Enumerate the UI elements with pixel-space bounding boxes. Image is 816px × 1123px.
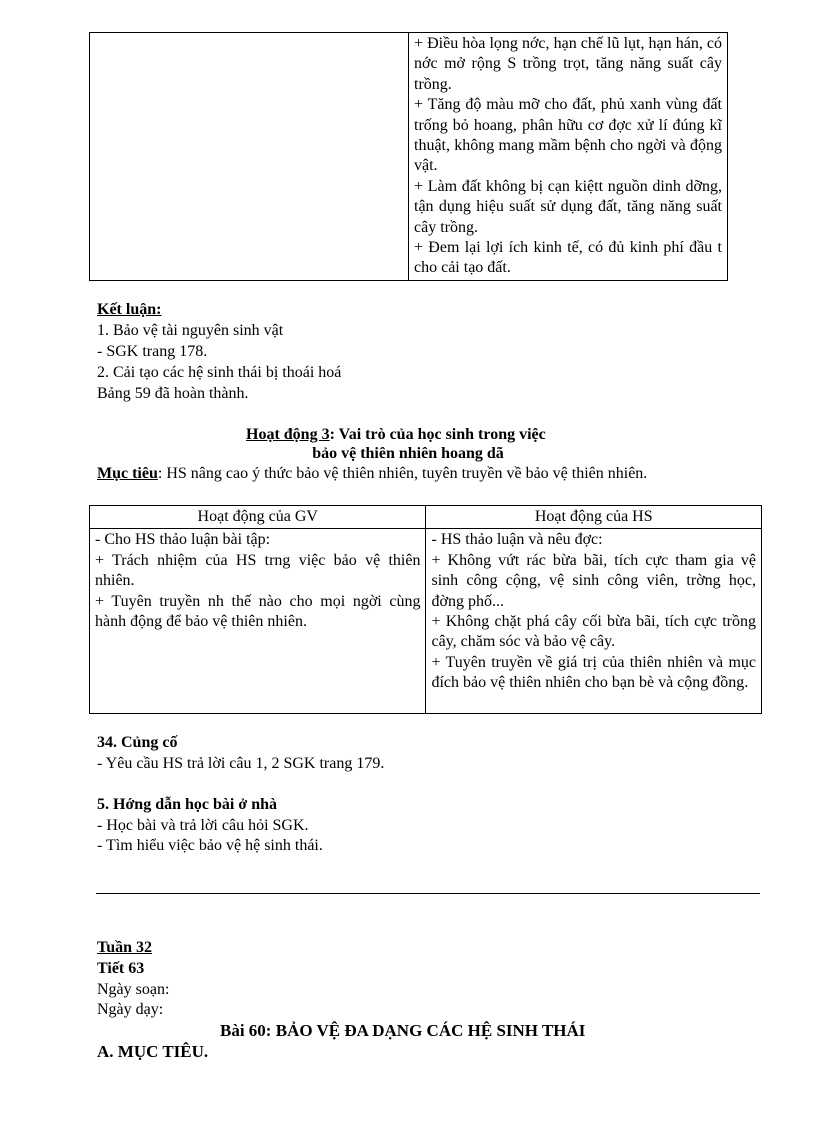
- conclusion-line: - SGK trang 178.: [97, 343, 208, 360]
- objective-text: : HS nâng cao ý thức bảo vệ thiên nhiên, tuyên truyền về bảo vệ thiên nhiên.: [157, 465, 648, 482]
- paragraph: + Tuyên truyền nh thế nào cho mọi ngời cùng hành động để bảo vệ thiên nhiên.: [95, 592, 421, 631]
- table-header-row: [90, 506, 762, 529]
- table-row: [90, 529, 762, 714]
- homework-line: - Học bài và trả lời câu hỏi SGK.: [97, 817, 309, 834]
- header-gv: Hoạt động của GV: [90, 506, 426, 529]
- section-a-heading: A. MỤC TIÊU.: [97, 1042, 209, 1061]
- activity3-title-line2: bảo vệ thiên nhiên hoang dã: [312, 445, 504, 462]
- table-continuation: [89, 32, 728, 281]
- conclusion-heading: Kết luận:: [97, 301, 162, 318]
- paragraph: + Tăng độ màu mỡ cho đất, phủ xanh vùng đất trống bỏ hoang, phân hữu cơ đợc xử lí đúng kĩ thuật, không mang mầm bệnh cho ngời và động vật.: [414, 96, 722, 175]
- consolidation-heading: 34. Củng cố: [97, 734, 178, 751]
- activity3-label: Hoạt động 3: [246, 426, 330, 443]
- paragraph: + Điều hòa lọng nớc, hạn chế lũ lụt, hạn hán, có nớc mở rộng S trồng trọt, tăng năng suất cây trồng.: [414, 35, 722, 93]
- section-divider: [96, 893, 760, 894]
- gv-cell: [90, 529, 426, 714]
- conclusion-line: 1. Bảo vệ tài nguyên sinh vật: [97, 322, 284, 339]
- teach-date: Ngày dạy:: [97, 1001, 164, 1018]
- activity3-title-line1: [246, 424, 546, 445]
- objective-label: Mục tiêu: [97, 465, 158, 482]
- right-cell: [409, 33, 728, 281]
- paragraph: + Làm đất không bị cạn kiệtt nguồn dinh dỡng, tận dụng hiệu suất sử dụng đất, tăng năng suất cây trồng.: [414, 177, 722, 236]
- lesson-label: Bài 60:: [220, 1021, 272, 1040]
- paragraph: + Tuyên truyền về giá trị của thiên nhiên và mục đích bảo vệ thiên nhiên cho bạn bè và cộng đồng.: [431, 653, 756, 692]
- paragraph: + Không vứt rác bừa bãi, tích cực tham gia vệ sinh công cộng, vệ sinh công viên, trờng học, đờng phố...: [431, 551, 756, 610]
- table-row: [90, 33, 728, 281]
- period-label: Tiết 63: [97, 960, 145, 977]
- activity-table: [89, 505, 762, 714]
- header-hs: Hoạt động của HS: [426, 506, 762, 529]
- consolidation-line: - Yêu cầu HS trả lời câu 1, 2 SGK trang 179.: [97, 755, 385, 772]
- lesson-title-text: BẢO VỆ ĐA DẠNG CÁC HỆ SINH THÁI: [275, 1021, 586, 1040]
- week-label: Tuần 32: [97, 939, 152, 956]
- paragraph: + Đem lại lợi ích kinh tế, có đủ kinh phí đầu t cho cải tạo đất.: [414, 239, 722, 277]
- left-empty-cell: [90, 33, 409, 281]
- lesson-title: [220, 1020, 585, 1041]
- conclusion-line: 2. Cải tạo các hệ sinh thái bị thoái hoá: [97, 364, 342, 381]
- paragraph: - Cho HS thảo luận bài tập:: [95, 531, 271, 549]
- conclusion-line: Bảng 59 đã hoàn thành.: [97, 385, 249, 402]
- homework-line: - Tìm hiểu việc bảo vệ hệ sinh thái.: [97, 837, 323, 854]
- paragraph: - HS thảo luận và nêu đợc:: [431, 531, 603, 549]
- activity3-objective: [97, 463, 647, 484]
- prep-date: Ngày soạn:: [97, 981, 170, 998]
- activity3-title-text: : Vai trò của học sinh trong việc: [329, 426, 546, 443]
- paragraph: + Trách nhiệm của HS trng việc bảo vệ thiên nhiên.: [95, 551, 421, 590]
- homework-heading: 5. Hớng dẫn học bài ở nhà: [97, 796, 277, 813]
- paragraph: + Không chặt phá cây cối bừa bãi, tích cực trồng cây, chăm sóc và bảo vệ cây.: [431, 613, 756, 651]
- hs-cell: [426, 529, 762, 714]
